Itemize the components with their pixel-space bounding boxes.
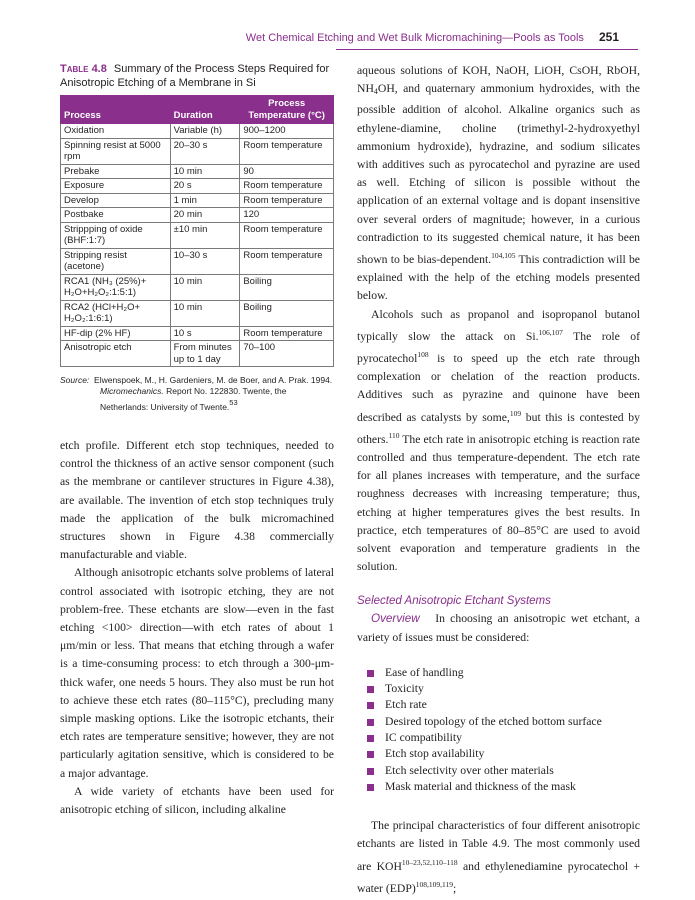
citation-ref: 106,107 xyxy=(538,327,563,337)
list-item xyxy=(357,697,640,713)
table-row xyxy=(61,138,334,164)
left-paragraph-3: A wide variety of etchants have been used for anisotropic etching of silicon, including alkaline xyxy=(60,784,334,817)
running-header xyxy=(0,30,619,44)
table-cell: Exposure xyxy=(61,179,171,194)
table-cell: 10 min xyxy=(170,300,240,326)
text-run: The role of pyrocatechol xyxy=(357,329,640,366)
subscript: 4 xyxy=(373,87,378,97)
table-cell: Develop xyxy=(61,193,171,208)
list-item xyxy=(357,681,640,697)
table-cell: Room temperature xyxy=(240,248,334,274)
table-cell: 70–100 xyxy=(240,341,334,367)
right-paragraph-4 xyxy=(357,817,640,898)
table-row xyxy=(61,193,334,208)
list-item-text: Etch stop availability xyxy=(385,747,485,761)
table-cell: Variable (h) xyxy=(170,124,240,139)
table-cell: 20–30 s xyxy=(170,138,240,164)
left-paragraph-1: etch profile. Different etch stop techniques, needed to control the thickness of an active sensor component (such as the membrane or cantilever structures in Figure 4.38), are available. The invention of etch stop techniques truly made the application of the bulk micromachined structures shown in Figure 4.38 commercially manufacturable and viable. xyxy=(60,439,334,562)
text-run: OH, and quaternary ammonium hydroxides, with the possible addition of alcohol. Alkaline organics such as ethylene-diamine, choline (trimethyl-2-hydroxyethyl ammonium hydroxide), hydrazine, and sodium silicates with additives such as pyrocatechol and pyrazine are used as well. Etching of silicon is possible without the application of an external voltage and is dopant insensitive over several orders of magnitude; however, in a curious contradiction to its suggested chemical nature, it has been shown to be bias-dependent. xyxy=(357,82,640,267)
table-cell: From minutes up to 1 day xyxy=(170,341,240,367)
left-column xyxy=(60,62,334,819)
table-row xyxy=(61,341,334,367)
table-row xyxy=(61,164,334,179)
table-cell: HF-dip (2% HF) xyxy=(61,326,171,341)
bullet-square-icon xyxy=(367,719,374,726)
page-number: 251 xyxy=(598,30,619,44)
running-title: Wet Chemical Etching and Wet Bulk Micromachining—Pools as Tools xyxy=(245,32,584,44)
source-text-2: Report No. 122830. Twente, the Netherlands: University of Twente. xyxy=(100,386,287,412)
list-item xyxy=(357,779,640,795)
table-cell: 20 min xyxy=(170,208,240,223)
table-cell: 1 min xyxy=(170,193,240,208)
table-cell: 20 s xyxy=(170,179,240,194)
table-row xyxy=(61,248,334,274)
table-cell: Stripping resist (acetone) xyxy=(61,248,171,274)
table-cell: ±10 min xyxy=(170,222,240,248)
table-cell: Room temperature xyxy=(240,138,334,164)
table-number: 4.8 xyxy=(91,63,107,75)
table-cell: 10 min xyxy=(170,164,240,179)
table-cell: Room temperature xyxy=(240,326,334,341)
table-cell: 10 min xyxy=(170,274,240,300)
right-paragraph-2 xyxy=(357,306,640,577)
table-row xyxy=(61,208,334,223)
table-row xyxy=(61,124,334,139)
text-run: aqueous solutions of KOH, NaOH, LiOH, CsOH, RbOH, NH xyxy=(357,64,640,96)
text-run: The principal characteristics of four different anisotropic etchants are listed in Table 4.9. The most commonly used are KOH xyxy=(357,819,640,873)
right-paragraph-1 xyxy=(357,62,640,306)
text-run: The etch rate in anisotropic etching is reaction rate controlled and thus temperature-dependent. The etch rate for all planes increases with temperature, and the surface roughness decreases with increasing temperature; thus, etching at higher temperatures gives the best results. In practice, etch temperatures of 80–85°C are used to avoid solvent evaporation and temperature gradients in the solution. xyxy=(357,432,640,574)
table-row xyxy=(61,222,334,248)
list-item xyxy=(357,746,640,762)
right-column xyxy=(357,62,640,898)
text-run: This contradiction will be explained with the help of the etching models presented below. xyxy=(357,253,640,303)
source-title: Micromechanics. xyxy=(100,386,164,396)
table-cell: Strippping of oxide (BHF:1:7) xyxy=(61,222,171,248)
list-item xyxy=(357,763,640,779)
citation-ref: 108 xyxy=(417,350,429,360)
section-heading: Selected Anisotropic Etchant Systems xyxy=(357,595,551,608)
list-item-text: IC compatibility xyxy=(385,731,462,745)
table-cell: Oxidation xyxy=(61,124,171,139)
table-header-row xyxy=(61,96,334,124)
bullet-square-icon xyxy=(367,735,374,742)
table-cell: Boiling xyxy=(240,300,334,326)
bullet-square-icon xyxy=(367,702,374,709)
table-row xyxy=(61,300,334,326)
text-run: but this is contested by others. xyxy=(357,410,640,446)
runin-heading: Overview xyxy=(371,612,420,626)
table-cell: 900–1200 xyxy=(240,124,334,139)
source-label: Source: xyxy=(60,375,90,385)
column-header: Process xyxy=(61,96,171,124)
bullet-square-icon xyxy=(367,686,374,693)
list-item-text: Toxicity xyxy=(385,682,424,696)
table-cell: Boiling xyxy=(240,274,334,300)
table-caption xyxy=(60,62,334,90)
column-header: Duration xyxy=(170,96,240,124)
citation-ref: 10–23,52,110–118 xyxy=(401,857,458,867)
table-cell: Postbake xyxy=(61,208,171,223)
text-run: and ethylenediamine pyrocatechol + water (EDP) xyxy=(357,859,640,895)
citation-ref: 110 xyxy=(388,430,400,440)
source-ref: 53 xyxy=(229,398,238,407)
list-item-text: Mask material and thickness of the mask xyxy=(385,779,576,793)
citation-ref: 109 xyxy=(509,408,522,418)
list-item-text: Etch selectivity over other materials xyxy=(385,763,554,777)
bullet-square-icon xyxy=(367,751,374,758)
table-row xyxy=(61,179,334,194)
bullet-list xyxy=(357,665,640,795)
table-caption-text: Summary of the Process Steps Required for Anisotropic Etching of a Membrane in Si xyxy=(60,63,330,89)
list-item xyxy=(357,665,640,681)
text-run: In choosing an anisotropic wet etchant, a variety of issues must be considered: xyxy=(357,612,640,644)
list-item xyxy=(357,714,640,730)
source-text: Elwenspoek, M., H. Gardeniers, M. de Boer, and A. Prak. 1994. xyxy=(94,375,333,385)
citation-ref: 104,105 xyxy=(491,251,516,261)
table-cell: Room temperature xyxy=(240,222,334,248)
table-cell: RCA1 (NH₃ (25%)+ H₂O+H₂O₂:1:5:1) xyxy=(61,274,171,300)
table-cell: Room temperature xyxy=(240,179,334,194)
header-rule xyxy=(336,49,638,50)
table-cell: 120 xyxy=(240,208,334,223)
table-cell: RCA2 (HCl+H₂O+ H₂O₂:1:6:1) xyxy=(61,300,171,326)
table-cell: Spinning resist at 5000 rpm xyxy=(61,138,171,164)
process-table xyxy=(60,95,334,367)
table-cell: Room temperature xyxy=(240,193,334,208)
table-cell: Prebake xyxy=(61,164,171,179)
list-item-text: Ease of handling xyxy=(385,665,464,679)
table-cell: 10–30 s xyxy=(170,248,240,274)
list-item xyxy=(357,730,640,746)
text-run: is to speed up the etch rate through complexation or chelation of the reaction products. Additives such as pyrazine and quinone have been described as catalysts by some, xyxy=(357,352,640,424)
bullet-square-icon xyxy=(367,670,374,677)
table-row xyxy=(61,274,334,300)
text-run: ; xyxy=(452,881,457,895)
citation-ref: 108,109,119 xyxy=(415,879,453,889)
column-header: Process Temperature (°C) xyxy=(240,96,334,124)
right-paragraph-3 xyxy=(357,610,640,646)
table-label: Table xyxy=(60,63,89,75)
table-source xyxy=(60,375,334,413)
left-paragraph-2: Although anisotropic etchants solve problems of lateral control associated with isotropic etching, they are not problem-free. These etchants are slow—even in the fast etching <100> direction—with etch rates of about 1 μm/min or less. That means that etching through a wafer is a time-consuming process: to etch through a 300-μm-thick wafer, one needs 5 hours. They also must be run hot to achieve these etch rates (80–115°C), precluding many simple masking options. Like the isotropic etchants, their etch rates are temperature sensitive; however, they are not particularly agitation sensitive, which is considered to be a major advantage. xyxy=(60,566,334,780)
list-item-text: Etch rate xyxy=(385,698,427,712)
table-cell: 90 xyxy=(240,164,334,179)
table-body xyxy=(61,124,334,367)
table-cell: 10 s xyxy=(170,326,240,341)
bullet-square-icon xyxy=(367,768,374,775)
table-row xyxy=(61,326,334,341)
list-item-text: Desired topology of the etched bottom surface xyxy=(385,714,602,728)
bullet-square-icon xyxy=(367,784,374,791)
table-cell: Anisotropic etch xyxy=(61,341,171,367)
text-run: Alcohols such as propanol and isopropanol butanol typically slow the attack on Si. xyxy=(357,307,640,343)
